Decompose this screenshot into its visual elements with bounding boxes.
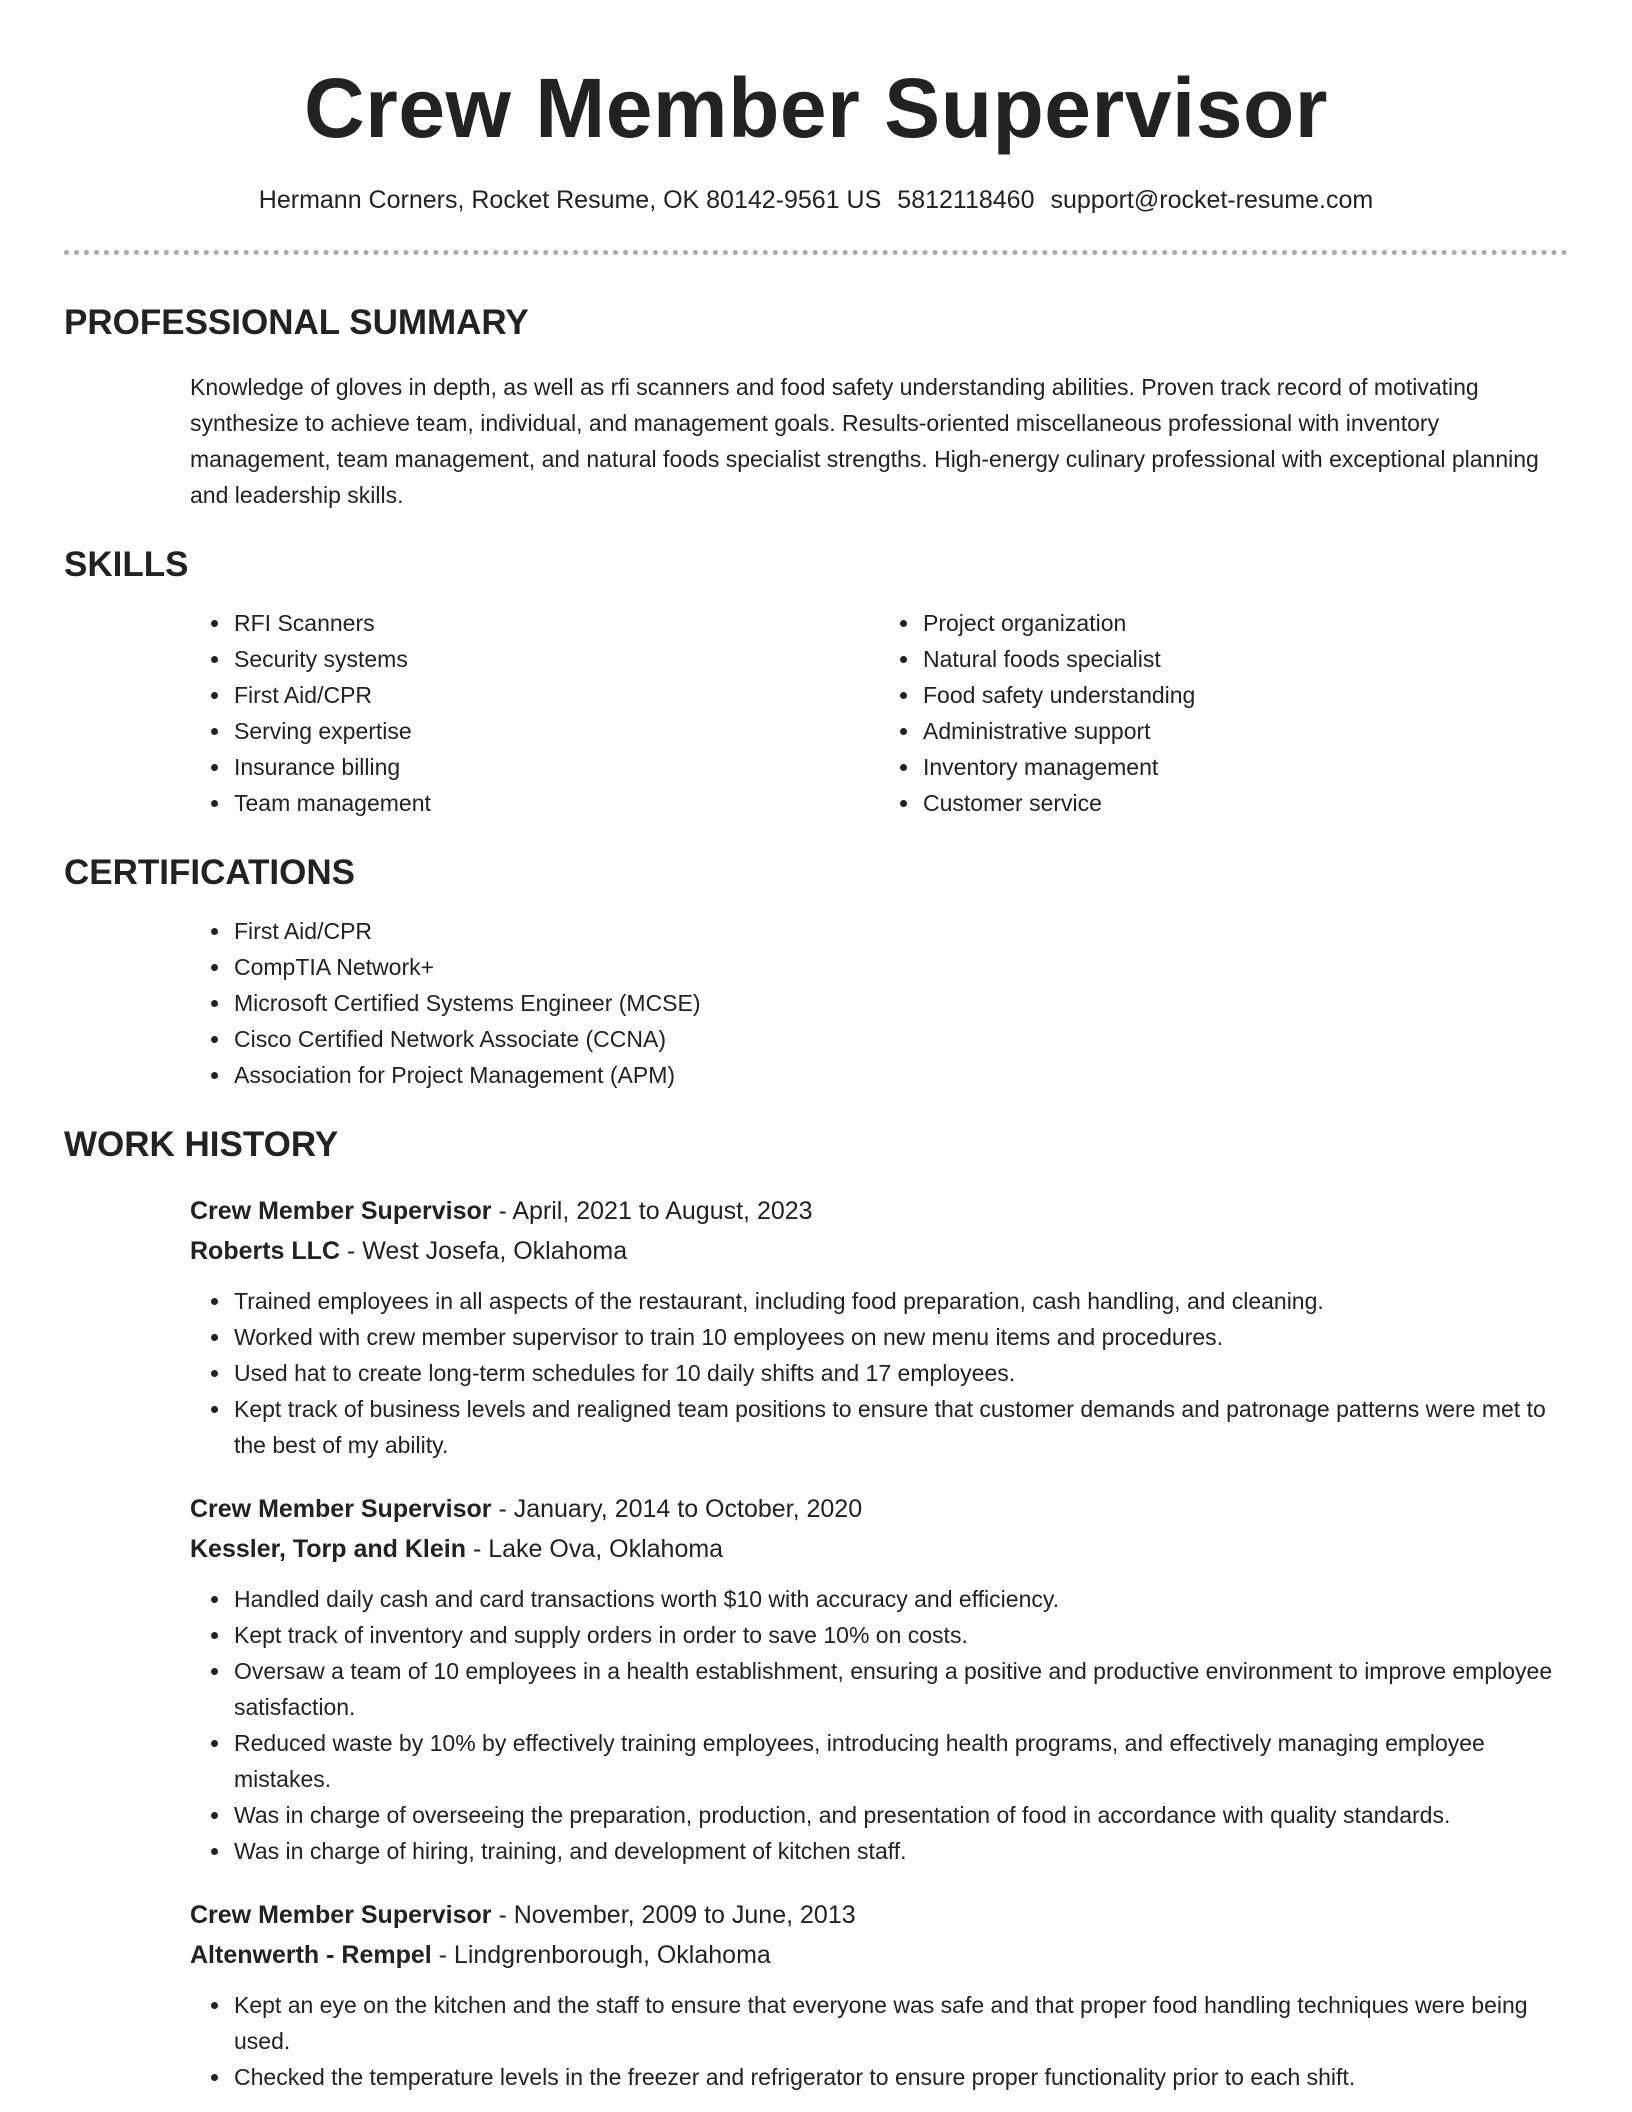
skill-item: • Inventory management — [921, 749, 1568, 785]
certification-item: • Cisco Certified Network Associate (CCNA) — [232, 1021, 1568, 1057]
job-company: Kessler, Torp and Klein — [190, 1535, 467, 1563]
job-bullet: • Oversaw a team of 10 employees in a health establishment, ensuring a positive and productive environment to improve employee satisfaction. — [232, 1653, 1568, 1725]
job-bullets — [190, 1987, 1568, 2095]
job-bullet: • Worked with crew member supervisor to train 10 employees on new menu items and procedures. — [232, 1319, 1568, 1355]
skill-item: • Food safety understanding — [921, 677, 1568, 713]
skills-section — [64, 543, 1568, 821]
skill-item: • Security systems — [232, 641, 879, 677]
job-dates: - April, 2021 to August, 2023 — [491, 1197, 813, 1225]
job-bullet: • Handled daily cash and card transactions worth $10 with accuracy and efficiency. — [232, 1581, 1568, 1617]
skill-item: • Natural foods specialist — [921, 641, 1568, 677]
contact-address: Hermann Corners, Rocket Resume, OK 80142-9561 US — [258, 186, 882, 214]
job-bullet: • Kept track of inventory and supply orders in order to save 10% on costs. — [232, 1617, 1568, 1653]
job-role: Crew Member Supervisor — [190, 1901, 492, 1929]
certification-item: • First Aid/CPR — [232, 913, 1568, 949]
contact-line — [64, 184, 1568, 216]
skills-heading: SKILLS — [64, 545, 189, 584]
page-title: Crew Member Supervisor — [303, 61, 1328, 155]
job-bullets — [190, 1283, 1568, 1463]
job-bullets — [190, 1581, 1568, 1869]
contact-phone: 5812118460 — [897, 186, 1035, 214]
job-role: Crew Member Supervisor — [190, 1197, 492, 1225]
skill-item: • RFI Scanners — [232, 605, 879, 641]
summary-section — [64, 301, 1568, 513]
job-company: Roberts LLC — [190, 1237, 340, 1265]
job-bullet: • Used hat to create long-term schedules for 10 daily shifts and 17 employees. — [232, 1355, 1568, 1391]
skills-list-left — [190, 605, 879, 821]
job-entry — [190, 1191, 1568, 1463]
certification-item: • Microsoft Certified Systems Engineer (MCSE) — [232, 985, 1568, 1021]
skills-grid — [64, 605, 1568, 821]
job-title-line — [190, 1895, 1568, 1935]
certifications-list — [190, 913, 1568, 1093]
certification-item: • CompTIA Network+ — [232, 949, 1568, 985]
skill-item: • Administrative support — [921, 713, 1568, 749]
job-location: - Lindgrenborough, Oklahoma — [431, 1941, 771, 1969]
resume-page — [64, 0, 1568, 2095]
job-bullet: • Reduced waste by 10% by effectively training employees, introducing health programs, and effectively managing employee mistakes. — [232, 1725, 1568, 1797]
skill-item: • First Aid/CPR — [232, 677, 879, 713]
job-company-line — [190, 1935, 1568, 1975]
job-title-line — [190, 1489, 1568, 1529]
job-location: - Lake Ova, Oklahoma — [466, 1535, 724, 1563]
skill-item: • Customer service — [921, 785, 1568, 821]
work-history-heading: WORK HISTORY — [64, 1125, 339, 1164]
job-entry — [190, 1895, 1568, 2095]
job-bullet: • Checked the temperature levels in the freezer and refrigerator to ensure proper functionality prior to each shift. — [232, 2059, 1568, 2095]
certifications-section — [64, 851, 1568, 1093]
skill-item: • Serving expertise — [232, 713, 879, 749]
certification-item: • Association for Project Management (APM) — [232, 1057, 1568, 1093]
summary-heading: PROFESSIONAL SUMMARY — [64, 303, 529, 342]
contact-email: support@rocket-resume.com — [1050, 186, 1374, 214]
job-company-line — [190, 1231, 1568, 1271]
job-role: Crew Member Supervisor — [190, 1495, 492, 1523]
job-location: - West Josefa, Oklahoma — [340, 1237, 628, 1265]
job-entry — [190, 1489, 1568, 1869]
certifications-heading: CERTIFICATIONS — [64, 853, 356, 892]
work-history-section — [64, 1123, 1568, 2095]
skill-item: • Insurance billing — [232, 749, 879, 785]
job-title-line — [190, 1191, 1568, 1231]
job-bullet: • Kept track of business levels and realigned team positions to ensure that customer demands and patronage patterns were met to the best of my ability. — [232, 1391, 1568, 1463]
skill-item: • Team management — [232, 785, 879, 821]
summary-text: Knowledge of gloves in depth, as well as rfi scanners and food safety understanding abilities. Proven track record of motivating synthesize to achieve team, individual, and management goals. Results-oriented miscellaneous professional with inventory management, team management, and natural foods specialist strengths. High-energy culinary professional with exceptional planning and leadership skills. — [190, 374, 1539, 508]
header-divider — [64, 250, 1568, 255]
skills-list-right — [879, 605, 1568, 821]
job-bullet: • Trained employees in all aspects of the restaurant, including food preparation, cash handling, and cleaning. — [232, 1283, 1568, 1319]
job-company: Altenwerth - Rempel — [190, 1941, 432, 1969]
job-company-line — [190, 1529, 1568, 1569]
skill-item: • Project organization — [921, 605, 1568, 641]
job-bullet: • Kept an eye on the kitchen and the staff to ensure that everyone was safe and that proper food handling techniques were being used. — [232, 1987, 1568, 2059]
job-dates: - January, 2014 to October, 2020 — [491, 1495, 863, 1523]
job-bullet: • Was in charge of overseeing the preparation, production, and presentation of food in accordance with quality standards. — [232, 1797, 1568, 1833]
job-dates: - November, 2009 to June, 2013 — [491, 1901, 856, 1929]
job-bullet: • Was in charge of hiring, training, and development of kitchen staff. — [232, 1833, 1568, 1869]
